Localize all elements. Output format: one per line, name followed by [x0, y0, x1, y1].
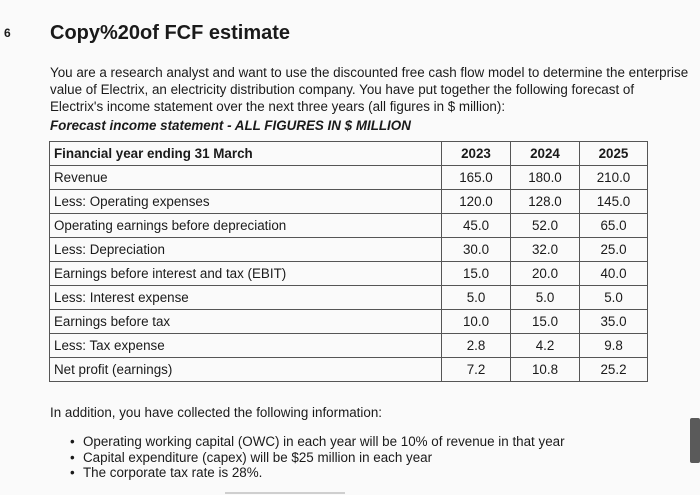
header-cell: 2025: [580, 142, 648, 166]
cell-value: 4.2: [511, 334, 580, 358]
intro-paragraph: [50, 64, 700, 115]
divider: [225, 492, 345, 494]
table-row: [50, 286, 648, 310]
row-label: Net profit (earnings): [50, 358, 442, 382]
cell-value: 10.8: [511, 358, 580, 382]
additional-info-intro: In addition, you have collected the following information:: [50, 405, 382, 420]
cell-value: 9.8: [580, 334, 648, 358]
scrollbar-thumb[interactable]: [690, 418, 700, 463]
table-row: [50, 238, 648, 262]
cell-value: 180.0: [511, 166, 580, 190]
cell-value: 40.0: [580, 262, 648, 286]
row-label: Less: Depreciation: [50, 238, 442, 262]
cell-value: 25.0: [580, 238, 648, 262]
cell-value: 165.0: [442, 166, 511, 190]
row-label: Less: Operating expenses: [50, 190, 442, 214]
table-caption: Forecast income statement - ALL FIGURES IN $ MILLION: [50, 118, 411, 133]
table-row: [50, 310, 648, 334]
cell-value: 120.0: [442, 190, 511, 214]
question-title: Copy%20of FCF estimate: [50, 22, 291, 44]
cell-value: 128.0: [511, 190, 580, 214]
income-statement-table: [49, 141, 648, 382]
intro-line: You are a research analyst and want to use the discounted free cash flow model to determine the enterprise: [50, 65, 689, 80]
cell-value: 5.0: [580, 286, 648, 310]
list-item: • Capital expenditure (capex) will be $25 million in each year: [70, 450, 565, 466]
cell-value: 5.0: [511, 286, 580, 310]
intro-line: value of Electrix, an electricity distribution company. You have put together the following forecast of: [50, 82, 635, 97]
intro-line: Electrix's income statement over the next three years (all figures in $ million):: [50, 99, 506, 114]
table-row: [50, 358, 648, 382]
table-row: [50, 190, 648, 214]
cell-value: 2.8: [442, 334, 511, 358]
cell-value: 15.0: [442, 262, 511, 286]
question-number: 6: [4, 26, 11, 40]
cell-value: 25.2: [580, 358, 648, 382]
table-header-row: [50, 142, 648, 166]
row-label: Revenue: [50, 166, 442, 190]
header-cell: 2023: [442, 142, 511, 166]
cell-value: 10.0: [442, 310, 511, 334]
table-row: [50, 214, 648, 238]
table-row: [50, 166, 648, 190]
list-item: • The corporate tax rate is 28%.: [70, 465, 565, 481]
header-cell: 2024: [511, 142, 580, 166]
row-label: Less: Interest expense: [50, 286, 442, 310]
cell-value: 32.0: [511, 238, 580, 262]
cell-value: 5.0: [442, 286, 511, 310]
info-bullet-list: [70, 434, 565, 481]
table-row: [50, 334, 648, 358]
cell-value: 7.2: [442, 358, 511, 382]
cell-value: 52.0: [511, 214, 580, 238]
cell-value: 65.0: [580, 214, 648, 238]
header-cell: Financial year ending 31 March: [50, 142, 442, 166]
cell-value: 145.0: [580, 190, 648, 214]
cell-value: 35.0: [580, 310, 648, 334]
cell-value: 15.0: [511, 310, 580, 334]
list-item: • Operating working capital (OWC) in each year will be 10% of revenue in that year: [70, 434, 565, 450]
row-label: Earnings before tax: [50, 310, 442, 334]
row-label: Less: Tax expense: [50, 334, 442, 358]
cell-value: 210.0: [580, 166, 648, 190]
cell-value: 20.0: [511, 262, 580, 286]
cell-value: 30.0: [442, 238, 511, 262]
cell-value: 45.0: [442, 214, 511, 238]
table-row: [50, 262, 648, 286]
row-label: Operating earnings before depreciation: [50, 214, 442, 238]
row-label: Earnings before interest and tax (EBIT): [50, 262, 442, 286]
